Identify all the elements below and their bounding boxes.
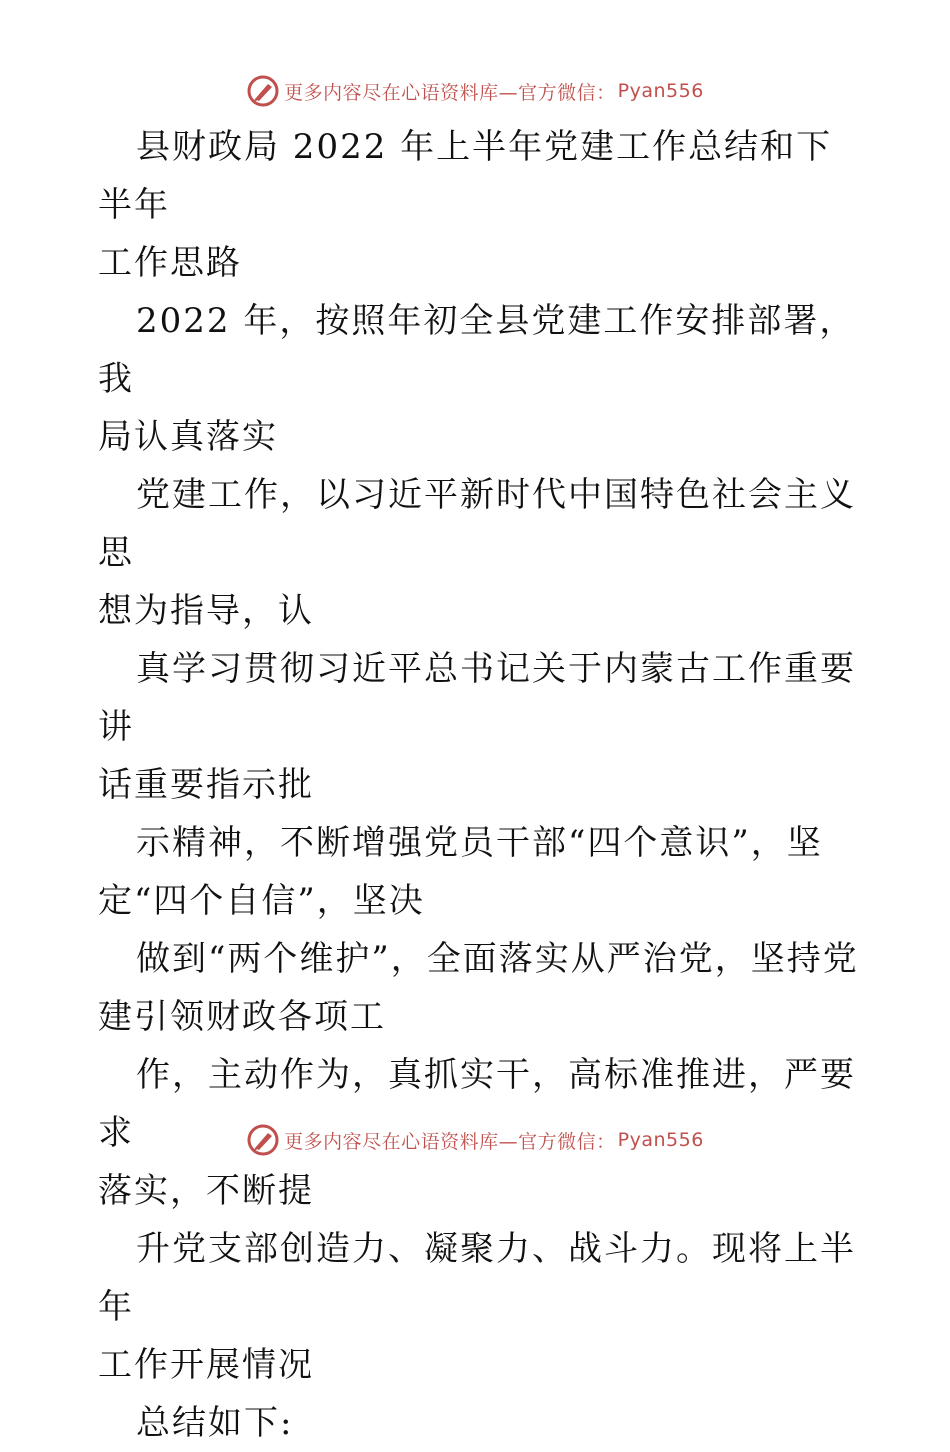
paragraph — [98, 1220, 868, 1394]
line: 工作开展情况 — [98, 1345, 314, 1385]
pen-logo-icon — [246, 1123, 280, 1157]
watermark-text: 更多内容尽在心语资料库—官方微信： — [284, 1130, 616, 1153]
line: 党建工作，以习近平新时代中国特色社会主义思 — [98, 475, 856, 573]
watermark-text: 更多内容尽在心语资料库—官方微信： — [284, 81, 616, 104]
footer-watermark — [0, 1120, 950, 1160]
line: 总结如下: — [136, 1403, 294, 1443]
paragraph — [98, 1394, 868, 1452]
watermark-contact: Pyan556 — [617, 1129, 704, 1151]
line: 做到“两个维护”，全面落实从严治党，坚持党 — [136, 939, 859, 979]
paragraph — [98, 292, 868, 466]
document-body — [98, 118, 868, 1452]
watermark-contact: Pyan556 — [617, 80, 704, 102]
line: 工作思路 — [98, 243, 242, 283]
line: 建引领财政各项工 — [98, 997, 386, 1037]
line: 落实，不断提 — [98, 1171, 314, 1211]
paragraph — [98, 814, 868, 930]
paragraph — [98, 930, 868, 1046]
line: 升党支部创造力、凝聚力、战斗力。现将上半年 — [98, 1229, 856, 1327]
line: 示精神，不断增强党员干部“四个意识”，坚 — [136, 823, 823, 863]
line: 定“四个自信”，坚决 — [98, 881, 425, 921]
paragraph — [98, 466, 868, 640]
line: 真学习贯彻习近平总书记关于内蒙古工作重要讲 — [98, 649, 856, 747]
line: 作，主动作为，真抓实干，高标准推进，严要求 — [98, 1055, 856, 1153]
paragraph — [98, 640, 868, 814]
line: 局认真落实 — [98, 417, 278, 457]
line: 2022 年，按照年初全县党建工作安排部署，我 — [98, 301, 856, 399]
title-paragraph — [98, 118, 868, 292]
pen-logo-icon — [246, 74, 280, 108]
line: 话重要指示批 — [98, 765, 314, 805]
line: 想为指导，认 — [98, 591, 314, 631]
line: 县财政局 2022 年上半年党建工作总结和下半年 — [98, 127, 833, 225]
header-watermark — [0, 71, 950, 111]
